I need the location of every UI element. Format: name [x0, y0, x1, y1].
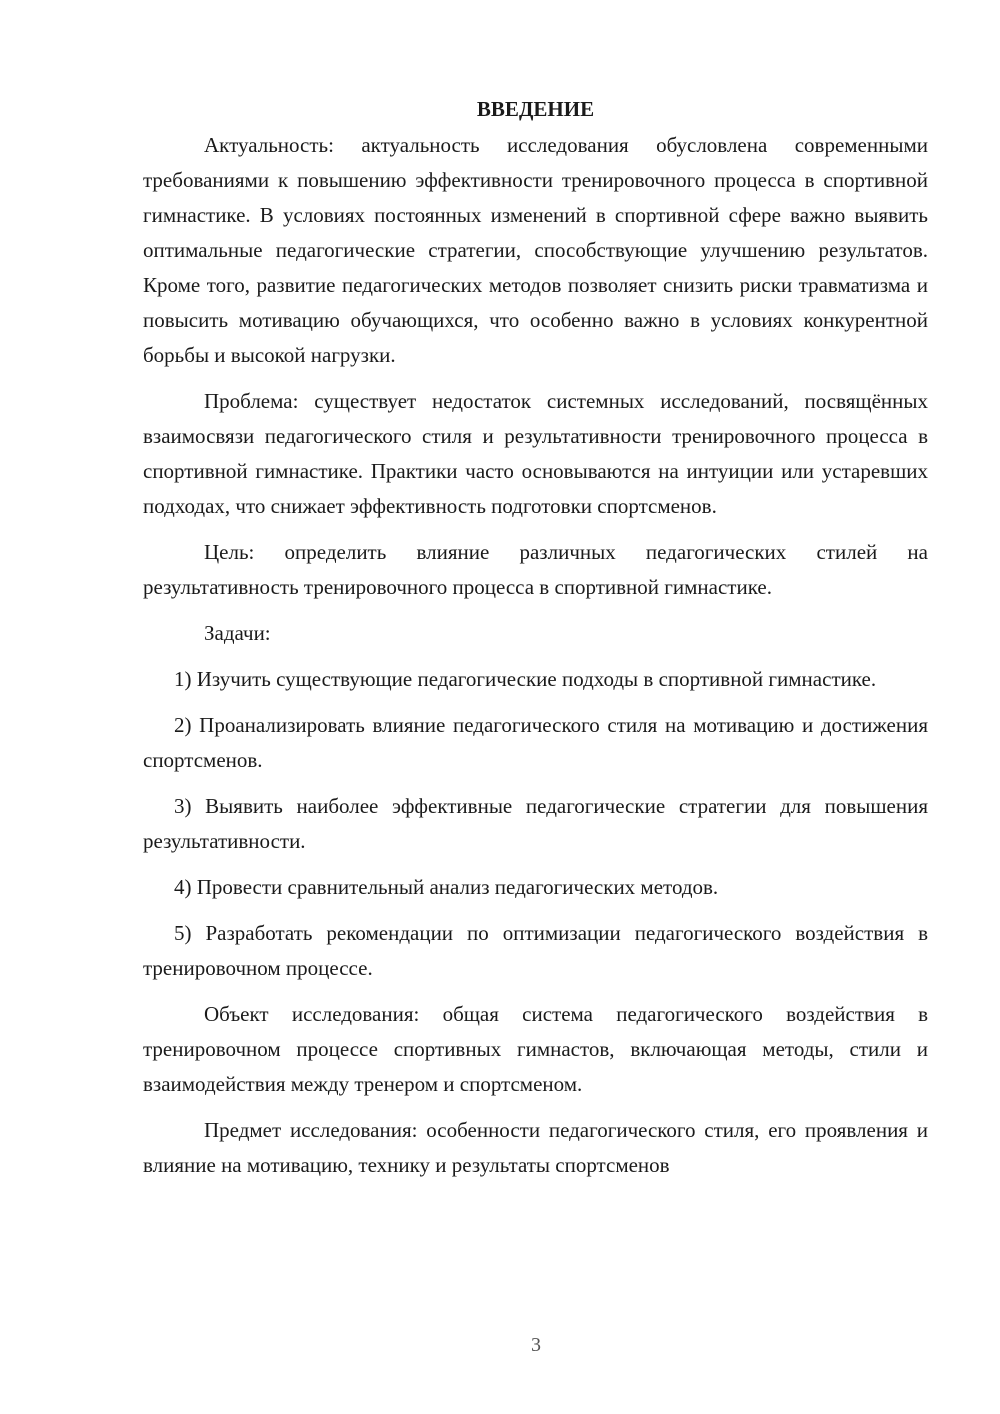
task-item-2: 2) Проанализировать влияние педагогического стиля на мотивацию и достижения спортсменов. [143, 713, 928, 772]
task-item-5: 5) Разработать рекомендации по оптимизации педагогического воздействия в тренировочном процессе. [143, 921, 928, 980]
task-item-1: 1) Изучить существующие педагогические подходы в спортивной гимнастике. [174, 667, 877, 691]
goal-paragraph: Цель: определить влияние различных педагогических стилей на результативность тренировочного процесса в спортивной гимнастике. [143, 540, 928, 599]
subject-paragraph: Предмет исследования: особенности педагогического стиля, его проявления и влияние на мотивацию, технику и результаты спортсменов [143, 1118, 928, 1177]
task-item-3: 3) Выявить наиболее эффективные педагогические стратегии для повышения результативности. [143, 794, 928, 853]
page-body [143, 92, 928, 1194]
relevance-paragraph: Актуальность: актуальность исследования обусловлена современными требованиями к повышению эффективности тренировочного процесса в спортивной гимнастике. В условиях постоянных изменений в спортивной сфере важно выявить оптимальные педагогические стратегии, способствующие улучшению результатов. Кроме того, развитие педагогических методов позволяет снизить риски травматизма и повысить мотивацию обучающихся, что особенно важно в условиях конкурентной борьбы и высокой нагрузки. [143, 133, 928, 367]
problem-paragraph: Проблема: существует недостаток системных исследований, посвящённых взаимосвязи педагогического стиля и результативности тренировочного процесса в спортивной гимнастике. Практики часто основываются на интуиции или устаревших подходах, что снижает эффективность подготовки спортсменов. [143, 389, 928, 518]
page-number: 3 [531, 1334, 541, 1356]
tasks-heading: Задачи: [204, 621, 271, 645]
task-item-4: 4) Провести сравнительный анализ педагогических методов. [174, 875, 719, 899]
section-title: ВВЕДЕНИЕ [476, 97, 595, 121]
object-paragraph: Объект исследования: общая система педагогического воздействия в тренировочном процессе спортивных гимнастов, включающая методы, стили и взаимодействия между тренером и спортсменом. [143, 1002, 928, 1096]
